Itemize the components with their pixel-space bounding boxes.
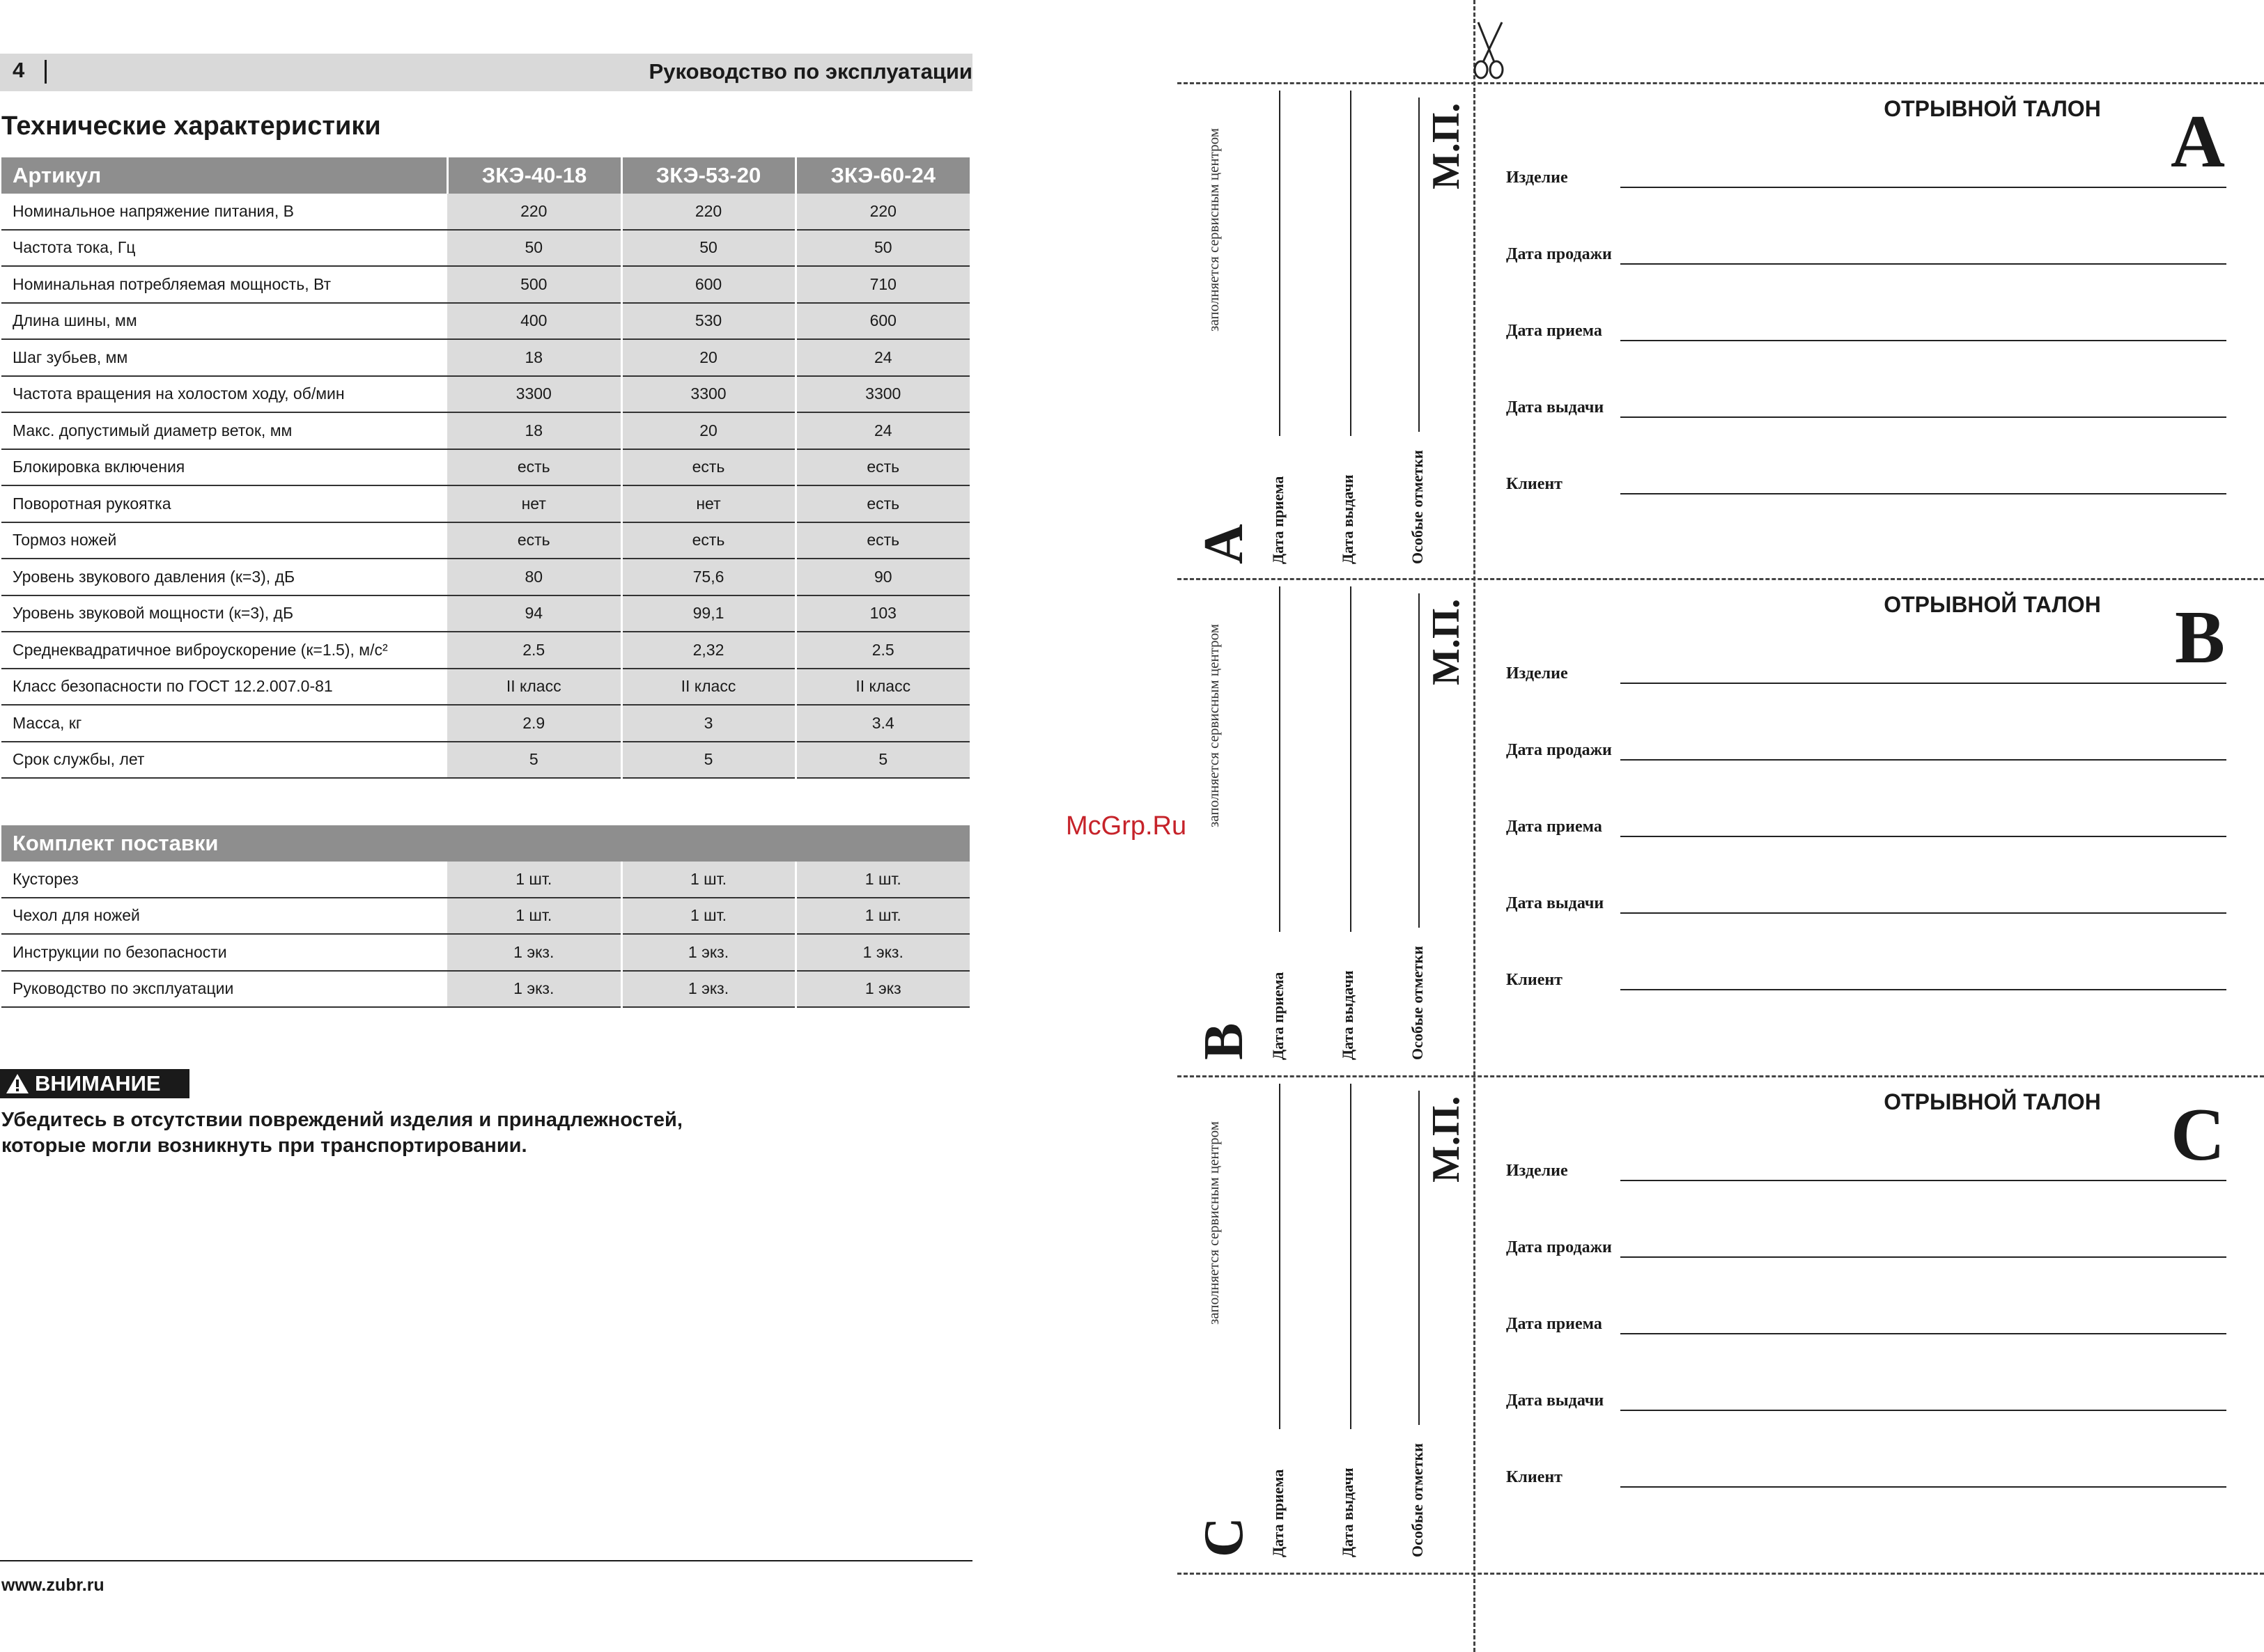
cell-value: 3 [621, 705, 796, 742]
cell-value: 5 [621, 742, 796, 779]
row-label: Среднеквадратичное виброускорение (к=1.5), м/с² [1, 632, 447, 669]
cell-value: 99,1 [621, 595, 796, 632]
cell-value: нет [447, 485, 621, 522]
service-center-note: заполняется сервисным центром [1205, 127, 1222, 332]
cell-value: есть [796, 449, 970, 486]
stamp-place-label: М.П. [1425, 598, 1468, 685]
signature-line [1418, 593, 1420, 928]
coupon-letter: A [2171, 100, 2225, 183]
service-center-note: заполняется сервисным центром [1205, 623, 1222, 827]
specs-title: Технические характеристики [1, 111, 381, 141]
cell-value: 1 шт. [621, 862, 796, 898]
table-row [1, 742, 970, 779]
cell-value: есть [796, 522, 970, 559]
field-line[interactable] [1620, 1486, 2226, 1488]
cell-value: 1 шт. [447, 898, 621, 935]
row-label: Номинальная потребляемая мощность, Вт [1, 266, 447, 303]
field-line[interactable] [1620, 416, 2226, 418]
cell-value: 20 [621, 339, 796, 376]
cell-value: есть [447, 449, 621, 486]
coupon-letter: B [2174, 596, 2225, 679]
field-line[interactable] [1620, 759, 2226, 761]
vertical-label: Дата приема [1269, 1469, 1287, 1557]
cell-value: 90 [796, 559, 970, 595]
tear-off-coupon [1177, 84, 2264, 579]
coupon-letter: C [2171, 1093, 2225, 1176]
row-label: Тормоз ножей [1, 522, 447, 559]
field-label: Дата продажи [1506, 1238, 1612, 1256]
column-header: Артикул [1, 157, 447, 194]
row-label: Макс. допустимый диаметр веток, мм [1, 412, 447, 449]
signature-line [1350, 91, 1351, 436]
warning-triangle-icon [6, 1073, 29, 1094]
cell-value: 1 экз. [447, 934, 621, 971]
cell-value: 220 [621, 194, 796, 230]
cell-value: 18 [447, 339, 621, 376]
cell-value: II класс [621, 669, 796, 706]
vertical-label: Особые отметки [1409, 946, 1426, 1060]
kit-table [1, 825, 970, 1008]
row-label: Поворотная рукоятка [1, 485, 447, 522]
cell-value: 18 [447, 412, 621, 449]
vertical-label: Дата выдачи [1339, 474, 1356, 564]
row-label: Инструкции по безопасности [1, 934, 447, 971]
signature-line [1350, 1084, 1351, 1429]
row-label: Частота вращения на холостом ходу, об/мин [1, 376, 447, 413]
field-label: Дата выдачи [1506, 398, 1604, 416]
signature-line [1279, 586, 1280, 932]
field-label: Клиент [1506, 1468, 1563, 1486]
table-row [1, 934, 970, 971]
stamp-place-label: М.П. [1425, 1096, 1468, 1183]
coupon-letter-rotated: A [1193, 524, 1255, 564]
tear-off-coupon [1177, 1077, 2264, 1573]
signature-line [1279, 1084, 1280, 1429]
cell-value: 2.9 [447, 705, 621, 742]
coupon-title: ОТРЫВНОЙ ТАЛОН [1884, 592, 2101, 617]
field-label: Изделие [1506, 169, 1568, 187]
cell-value: есть [796, 485, 970, 522]
row-label: Класс безопасности по ГОСТ 12.2.007.0-81 [1, 669, 447, 706]
cell-value: есть [621, 522, 796, 559]
header-divider [45, 60, 47, 84]
cell-value: 2,32 [621, 632, 796, 669]
table-row [1, 376, 970, 413]
warning-label: ВНИМАНИЕ [35, 1071, 161, 1096]
table-row [1, 230, 970, 267]
cell-value: II класс [447, 669, 621, 706]
vertical-label: Дата выдачи [1339, 1467, 1356, 1557]
table-row [1, 522, 970, 559]
row-label: Уровень звукового давления (к=3), дБ [1, 559, 447, 595]
coupon-letter-rotated: C [1193, 1517, 1255, 1557]
row-label: Срок службы, лет [1, 742, 447, 779]
field-label: Дата приема [1506, 1315, 1602, 1333]
table-row [1, 485, 970, 522]
row-label: Уровень звуковой мощности (к=3), дБ [1, 595, 447, 632]
cell-value: 1 экз. [621, 971, 796, 1008]
warning-line: которые могли возникнуть при транспортировании. [1, 1135, 527, 1157]
row-label: Масса, кг [1, 705, 447, 742]
field-label: Клиент [1506, 475, 1563, 493]
row-label: Номинальное напряжение питания, В [1, 194, 447, 230]
cell-value: 24 [796, 339, 970, 376]
cell-value: есть [447, 522, 621, 559]
field-line[interactable] [1620, 1180, 2226, 1181]
specs-table [1, 157, 970, 779]
cell-value: 530 [621, 303, 796, 340]
table-row [1, 449, 970, 486]
table-row [1, 559, 970, 595]
cell-value: 600 [796, 303, 970, 340]
field-line[interactable] [1620, 493, 2226, 494]
cell-value: 50 [621, 230, 796, 267]
coupon-title: ОТРЫВНОЙ ТАЛОН [1884, 1089, 2101, 1114]
cell-value: 50 [796, 230, 970, 267]
column-header: ЗКЭ-40-18 [447, 157, 621, 194]
cell-value: 1 шт. [447, 862, 621, 898]
signature-line [1418, 1091, 1420, 1425]
cut-line-horizontal [1177, 1573, 2264, 1575]
vertical-label: Особые отметки [1409, 450, 1426, 564]
kit-title: Комплект поставки [1, 825, 970, 862]
field-label: Дата продажи [1506, 245, 1612, 263]
column-header: ЗКЭ-53-20 [621, 157, 796, 194]
service-center-note: заполняется сервисным центром [1205, 1121, 1222, 1325]
signature-line [1418, 98, 1420, 432]
row-label: Чехол для ножей [1, 898, 447, 935]
field-label: Дата приема [1506, 818, 1602, 836]
signature-line [1350, 586, 1351, 932]
cell-value: 220 [796, 194, 970, 230]
vertical-label: Дата приема [1269, 972, 1287, 1060]
footer-url: www.zubr.ru [1, 1575, 104, 1595]
cell-value: 2.5 [796, 632, 970, 669]
field-line[interactable] [1620, 340, 2226, 341]
vertical-label: Дата приема [1269, 476, 1287, 564]
cell-value: нет [621, 485, 796, 522]
row-label: Кусторез [1, 862, 447, 898]
field-line[interactable] [1620, 1410, 2226, 1411]
cell-value: 710 [796, 266, 970, 303]
warning-line: Убедитесь в отсутствии повреждений изделия и принадлежностей, [1, 1109, 683, 1131]
row-label: Длина шины, мм [1, 303, 447, 340]
table-row [1, 266, 970, 303]
cell-value: 2.5 [447, 632, 621, 669]
coupon-title: ОТРЫВНОЙ ТАЛОН [1884, 96, 2101, 121]
cell-value: 80 [447, 559, 621, 595]
field-line[interactable] [1620, 187, 2226, 188]
warning-badge [0, 1069, 189, 1098]
cell-value: 1 шт. [796, 862, 970, 898]
table-row [1, 595, 970, 632]
cell-value: 3300 [796, 376, 970, 413]
field-label: Дата выдачи [1506, 1392, 1604, 1410]
watermark: McGrp.Ru [1066, 811, 1187, 841]
field-label: Дата выдачи [1506, 894, 1604, 912]
table-row [1, 669, 970, 706]
cell-value: 1 шт. [796, 898, 970, 935]
cell-value: 3300 [621, 376, 796, 413]
vertical-label: Особые отметки [1409, 1443, 1426, 1557]
field-line[interactable] [1620, 912, 2226, 914]
cell-value: 1 экз. [796, 934, 970, 971]
row-label: Блокировка включения [1, 449, 447, 486]
field-label: Дата продажи [1506, 741, 1612, 759]
cell-value: 24 [796, 412, 970, 449]
cell-value: II класс [796, 669, 970, 706]
footer-divider [0, 1560, 972, 1561]
column-header: ЗКЭ-60-24 [796, 157, 970, 194]
cell-value: 5 [447, 742, 621, 779]
scissors-icon [1471, 20, 1513, 79]
table-row [1, 194, 970, 230]
table-row [1, 898, 970, 935]
cell-value: 94 [447, 595, 621, 632]
warning-text [1, 1107, 768, 1159]
cell-value: 75,6 [621, 559, 796, 595]
field-line[interactable] [1620, 836, 2226, 837]
cell-value: 400 [447, 303, 621, 340]
field-line[interactable] [1620, 1333, 2226, 1334]
signature-line [1279, 91, 1280, 436]
stamp-place-label: М.П. [1425, 102, 1468, 189]
cell-value: 1 экз. [621, 934, 796, 971]
vertical-label: Дата выдачи [1339, 970, 1356, 1060]
table-row [1, 339, 970, 376]
field-label: Изделие [1506, 664, 1568, 683]
cell-value: 50 [447, 230, 621, 267]
field-line[interactable] [1620, 989, 2226, 990]
cell-value: 20 [621, 412, 796, 449]
cell-value: 3300 [447, 376, 621, 413]
header-title: Руководство по эксплуатации [649, 59, 972, 84]
field-line[interactable] [1620, 1256, 2226, 1258]
table-row [1, 971, 970, 1008]
cell-value: 1 экз. [447, 971, 621, 1008]
table-row [1, 303, 970, 340]
cell-value: 3.4 [796, 705, 970, 742]
cell-value: 1 экз [796, 971, 970, 1008]
cell-value: 5 [796, 742, 970, 779]
cell-value: 600 [621, 266, 796, 303]
cell-value: 103 [796, 595, 970, 632]
coupon-letter-rotated: B [1193, 1022, 1255, 1060]
field-label: Изделие [1506, 1162, 1568, 1180]
page-number: 4 [13, 58, 25, 82]
field-label: Клиент [1506, 971, 1563, 989]
table-row [1, 705, 970, 742]
cell-value: 1 шт. [621, 898, 796, 935]
table-row [1, 862, 970, 898]
field-line[interactable] [1620, 683, 2226, 684]
row-label: Частота тока, Гц [1, 230, 447, 267]
tear-off-coupon [1177, 579, 2264, 1075]
field-label: Дата приема [1506, 322, 1602, 340]
cell-value: есть [621, 449, 796, 486]
row-label: Шаг зубьев, мм [1, 339, 447, 376]
table-row [1, 412, 970, 449]
row-label: Руководство по эксплуатации [1, 971, 447, 1008]
table-row [1, 632, 970, 669]
cell-value: 500 [447, 266, 621, 303]
cell-value: 220 [447, 194, 621, 230]
field-line[interactable] [1620, 263, 2226, 265]
